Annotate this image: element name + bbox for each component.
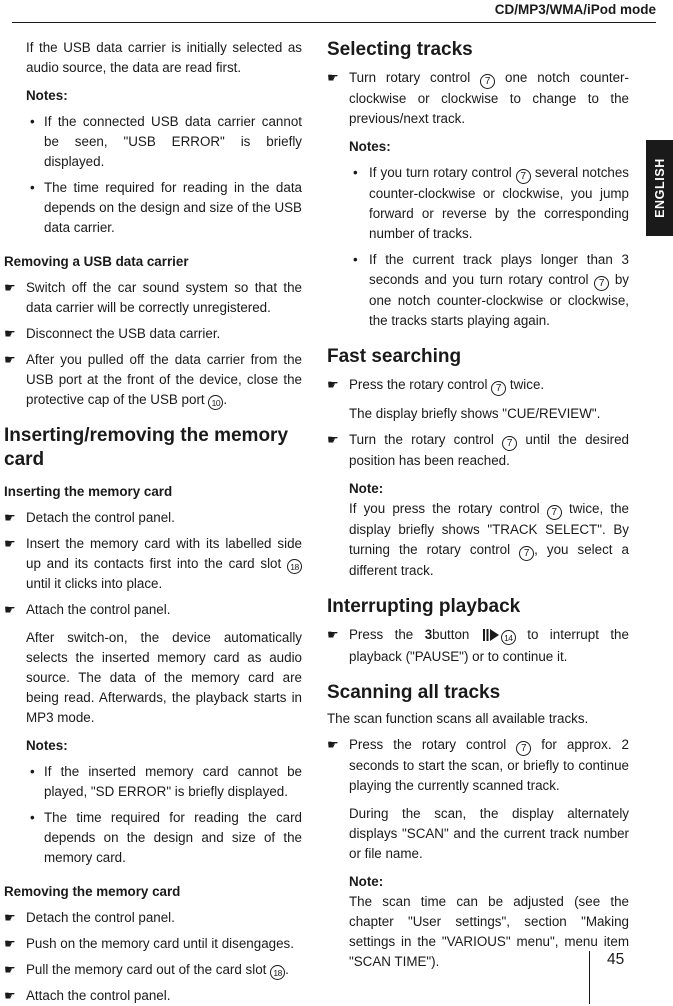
pointing-hand-icon: ☛ [327,737,339,752]
reference-number-7: 7 [491,381,506,396]
reference-number-7: 7 [516,169,531,184]
bullet-dot: • [30,114,35,129]
footer-rule [589,951,590,1004]
pointing-hand-icon: ☛ [327,627,339,642]
header-rule [12,22,656,23]
instruction-step: ☛ Press the rotary control 7 for approx. 2 seconds to start the scan, or briefly to continue playing the currently scanned track. [327,737,629,793]
pointing-hand-icon: ☛ [327,70,339,85]
instruction-step: ☛ Detach the control panel. [4,508,302,528]
left-column [4,38,302,1006]
notes-heading: Notes: [26,88,68,103]
note-heading: Note: [349,874,384,889]
bullet-dot: • [353,165,358,180]
pointing-hand-icon: ☛ [327,377,339,392]
pointing-hand-icon: ☛ [4,280,16,295]
notes-heading: Notes: [349,139,391,154]
bullet-dot: • [353,252,358,267]
right-column [327,38,629,972]
pointing-hand-icon: ☛ [4,536,16,551]
instruction-step: ☛ Detach the control panel. [4,908,302,928]
page-number: 45 [607,951,625,968]
pointing-hand-icon: ☛ [4,352,16,367]
insert-description: After switch-on, the device automatically selects the inserted memory card as audio source. The data of the memory card are being read. Afterwards, the playback starts in MP3 mode. [26,630,302,725]
reference-number-7: 7 [547,505,562,520]
reference-number-7: 7 [594,276,609,291]
pointing-hand-icon: ☛ [327,432,339,447]
language-tab-label: ENGLISH [652,158,667,218]
note-item: • The time required for reading in the data depends on the design and size of the USB data carrier. [30,180,302,235]
note-item: • If you turn rotary control 7 several notches counter-clockwise or clockwise, you jump forward or reverse by the corresponding number of tracks. [353,165,629,241]
note-item: • If the connected USB data carrier cannot be seen, "USB ERROR" is briefly displayed. [30,114,302,169]
instruction-step: ☛ Attach the control panel. [4,600,302,620]
reference-number-10: 10 [208,395,223,410]
notes-heading: Notes: [26,738,68,753]
instruction-step: ☛ Press the 3button 14 to interrupt the playback ("PAUSE") or to continue it. [327,627,629,664]
section-title-memory-card: Inserting/removing the memory card [4,425,289,470]
bullet-dot: • [30,764,35,779]
reference-number-7: 7 [480,74,495,89]
usb-intro: If the USB data carrier is initially selected as audio source, the data are read first. [26,40,302,75]
note-heading: Note: [349,481,384,496]
pointing-hand-icon: ☛ [4,988,16,1003]
instruction-step: ☛ After you pulled off the data carrier from the USB port at the front of the device, close the protective cap of the USB port 10 . [4,352,302,408]
reference-number-18: 18 [270,965,285,980]
instruction-step: ☛ Turn the rotary control 7 until the desired position has been reached. [327,432,629,468]
removing-usb-heading: Removing a USB data carrier [4,254,189,269]
pointing-hand-icon: ☛ [4,602,16,617]
section-title-interrupting-playback: Interrupting playback [327,596,521,617]
instruction-step: ☛ Switch off the car sound system so that the data carrier will be correctly unregistered. [4,280,302,315]
play-pause-icon [483,627,499,647]
pointing-hand-icon: ☛ [4,936,16,951]
reference-number-14: 14 [501,630,516,645]
instruction-step: ☛ Push on the memory card until it disengages. [4,934,302,954]
scan-intro: The scan function scans all available tracks. [327,711,589,726]
instruction-step: ☛ Pull the memory card out of the card slot 18 . [4,962,289,978]
scan-description: During the scan, the display alternately displays "SCAN" and the current track number or file name. [349,806,629,861]
note-item: • If the inserted memory card cannot be played, "SD ERROR" is briefly displayed. [30,764,302,799]
bullet-dot: • [30,180,35,195]
instruction-step: ☛ Attach the control panel. [4,986,302,1006]
section-title-scanning-tracks: Scanning all tracks [327,682,501,703]
running-header-title: CD/MP3/WMA/iPod mode [494,2,656,17]
reference-number-7: 7 [516,741,531,756]
inserting-card-heading: Inserting the memory card [4,484,173,499]
reference-number-18: 18 [287,559,302,574]
pointing-hand-icon: ☛ [4,510,16,525]
note-item: • If the current track plays longer than 3 seconds and you turn rotary control 7 by one notch counter-clockwise or clockwise, the tracks starts playing again. [353,252,629,328]
bullet-dot: • [30,810,35,825]
button-3-label: 3 [424,627,433,642]
reference-number-7: 7 [519,546,534,561]
reference-number-7: 7 [502,436,517,451]
instruction-step: ☛ Press the rotary control 7 twice. [327,377,545,394]
removing-card-heading: Removing the memory card [4,884,181,899]
pointing-hand-icon: ☛ [4,910,16,925]
instruction-step: ☛ Turn rotary control 7 one notch counter-clockwise or clockwise to change to the previous/next track. [327,70,629,126]
pointing-hand-icon: ☛ [4,326,16,341]
instruction-step: ☛ Insert the memory card with its labelled side up and its contacts first into the card slot 18 until it clicks into place. [4,536,302,591]
section-title-selecting-tracks: Selecting tracks [327,39,473,60]
pointing-hand-icon: ☛ [4,962,16,977]
fast-search-note: If you press the rotary control 7 twice, the display briefly shows "TRACK SELECT". By turning the rotary control 7 , you select a different track. [349,501,629,578]
scan-time-note: The scan time can be adjusted (see the chapter "User settings", section "Making settings in the "VARIOUS" menu", menu item "SCAN TIME"). [349,894,629,969]
language-tab [646,140,673,236]
fast-search-display-text: The display briefly shows "CUE/REVIEW". [349,406,601,421]
instruction-step: ☛ Disconnect the USB data carrier. [4,324,302,344]
section-title-fast-searching: Fast searching [327,346,462,367]
note-item: • The time required for reading the card depends on the design and size of the memory card. [30,810,302,865]
